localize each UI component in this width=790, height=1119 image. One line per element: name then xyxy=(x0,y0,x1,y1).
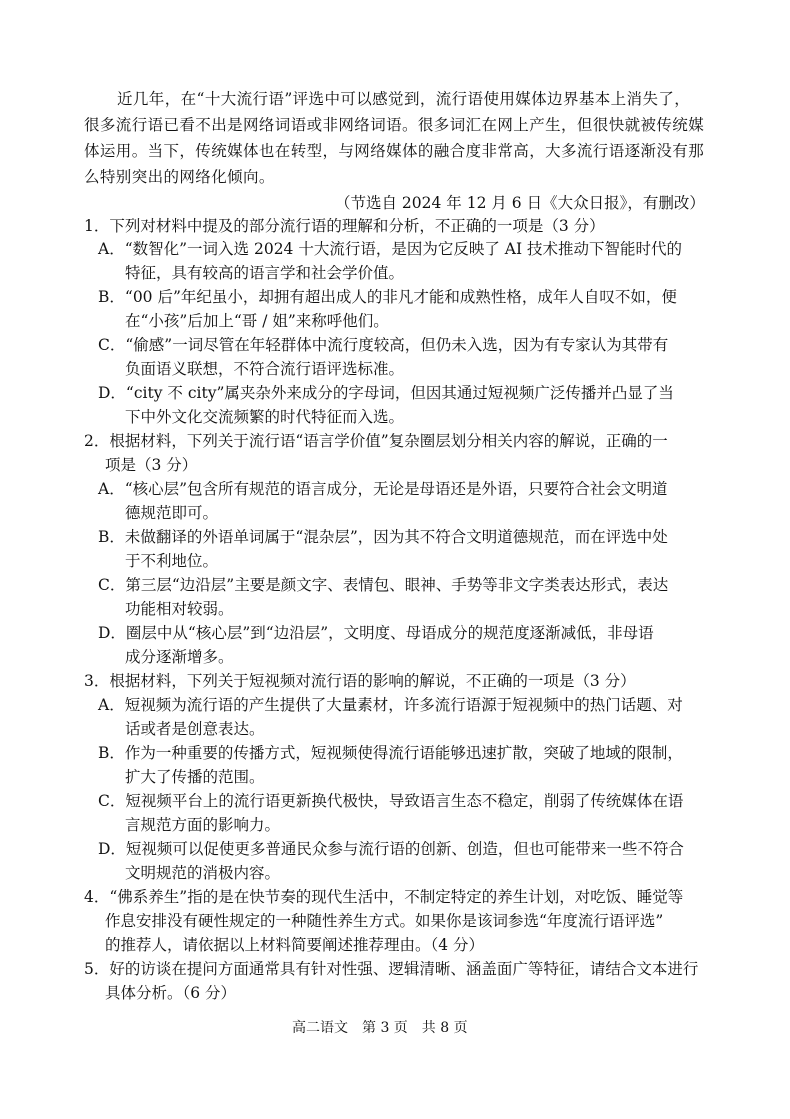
option-line: 特征，具有较高的语言学和社会学价值。 xyxy=(125,264,405,282)
question-stem: 作息安排没有硬性规定的一种随性养生方式。如果你是该词参选“年度流行语评选” xyxy=(105,912,664,930)
option-line: 德规范即可。 xyxy=(125,504,219,522)
question-stem: 具体分析。（6 分） xyxy=(105,984,237,1002)
option-line: D．短视频可以促使更多普通民众参与流行语的创新、创造，但也可能带来一些不符合 xyxy=(98,840,684,858)
page-footer: 高二语文 第 3 页 共 8 页 xyxy=(292,1020,468,1036)
passage-line: 么特别突出的网络化倾向。 xyxy=(84,168,275,186)
option-line: 负面语义联想，不符合流行语评选标准。 xyxy=(125,360,405,378)
option-line: 扩大了传播的范围。 xyxy=(125,768,265,786)
question-stem: 项是（3 分） xyxy=(105,456,198,474)
option-line: B．未做翻译的外语单词属于“混杂层”，因为其不符合文明道德规范，而在评选中处 xyxy=(98,528,668,546)
option-line: D．“city 不 city”属夹杂外来成分的字母词，但因其通过短视频广泛传播并凸显了当 xyxy=(98,384,674,402)
option-line: 文明规范的消极内容。 xyxy=(125,864,281,882)
question-stem: 1．下列对材料中提及的部分流行语的理解和分析，不正确的一项是（3 分） xyxy=(84,217,605,235)
option-line: 于不利地位。 xyxy=(125,552,219,570)
option-line: A．短视频为流行语的产生提供了大量素材，许多流行语源于短视频中的热门话题、对 xyxy=(98,696,683,714)
question-stem: 的推荐人，请依据以上材料简要阐述推荐理由。（4 分） xyxy=(105,936,485,954)
passage-line: 近几年，在“十大流行语”评选中可以感觉到，流行语使用媒体边界基本上消失了， xyxy=(117,90,691,108)
question-stem: 4．“佛系养生”指的是在快节奏的现代生活中，不制定特定的养生计划，对吃饭、睡觉等 xyxy=(84,888,684,906)
question-stem: 3．根据材料，下列关于短视频对流行语的影响的解说，不正确的一项是（3 分） xyxy=(84,672,636,690)
option-line: C．第三层“边沿层”主要是颜文字、表情包、眼神、手势等非文字类表达形式，表达 xyxy=(98,576,669,594)
question-stem: 2．根据材料，下列关于流行语“语言学价值”复杂圈层划分相关内容的解说，正确的一 xyxy=(84,432,668,450)
option-line: 在“小孩”后加上“哥 / 姐”来称呼他们。 xyxy=(125,312,389,330)
question-stem: 5．好的访谈在提问方面通常具有针对性强、逻辑清晰、涵盖面广等特征，请结合文本进行 xyxy=(84,960,699,978)
option-line: C．“偷感”一词尽管在年轻群体中流行度较高，但仍未入选，因为有专家认为其带有 xyxy=(98,336,669,354)
option-line: 下中外文化交流频繁的时代特征而入选。 xyxy=(125,408,405,426)
option-line: 言规范方面的影响力。 xyxy=(125,816,281,834)
option-line: B．作为一种重要的传播方式，短视频使得流行语能够迅速扩散，突破了地域的限制， xyxy=(98,744,683,762)
passage-line: 体运用。当下，传统媒体也在转型，与网络媒体的融合度非常高，大多流行语逐渐没有那 xyxy=(84,142,705,160)
option-line: 话或者是创意表达。 xyxy=(125,720,265,738)
option-line: D．圈层中从“核心层”到“边沿层”，文明度、母语成分的规范度逐渐减低，非母语 xyxy=(98,624,654,642)
passage-source: （节选自 2024 年 12 月 6 日《大众日报》，有删改） xyxy=(335,194,705,212)
option-line: C．短视频平台上的流行语更新换代极快，导致语言生态不稳定，削弱了传统媒体在语 xyxy=(98,792,684,810)
option-line: B．“00 后”年纪虽小，却拥有超出成人的非凡才能和成熟性格，成年人自叹不如，便 xyxy=(98,288,677,306)
passage-line: 很多流行语已看不出是网络词语或非网络词语。很多词汇在网上产生，但很快就被传统媒 xyxy=(84,116,705,134)
option-line: A．“数智化”一词入选 2024 十大流行语，是因为它反映了 AI 技术推动下智能时代的 xyxy=(98,240,683,258)
option-line: 成分逐渐增多。 xyxy=(125,648,234,666)
option-line: A．“核心层”包含所有规范的语言成分，无论是母语还是外语，只要符合社会文明道 xyxy=(98,480,668,498)
option-line: 功能相对较弱。 xyxy=(125,600,234,618)
